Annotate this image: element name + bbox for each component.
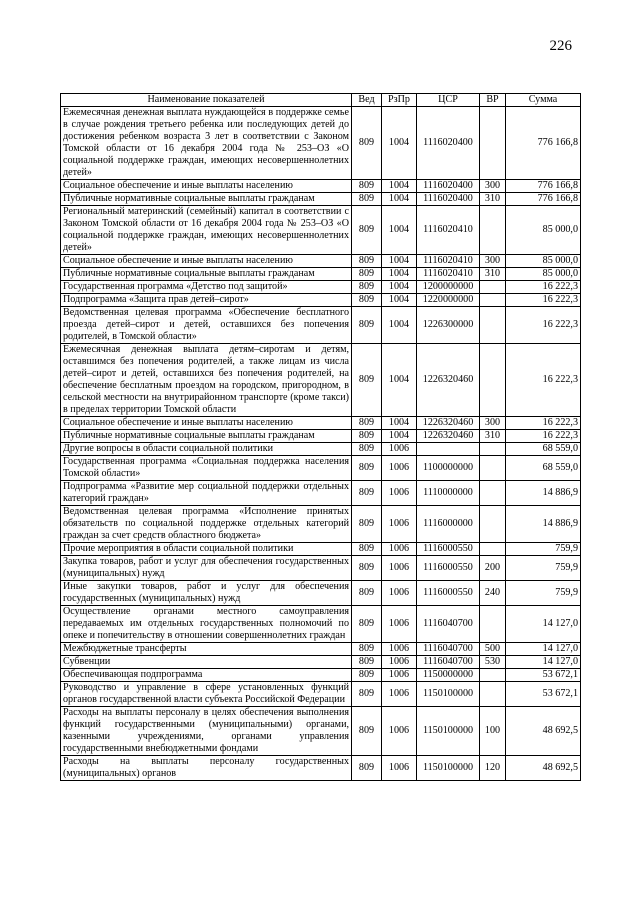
row-vr-cell: 120	[480, 756, 506, 781]
row-vr-cell: 240	[480, 581, 506, 606]
row-vr-cell: 200	[480, 556, 506, 581]
row-ved-cell: 809	[352, 543, 382, 556]
row-name-cell: Расходы на выплаты персоналу в целях обеспечения выполнения функций государственными (муниципальными) органами, казенными учреждениями, органами управления государственными внебюджетными фондами	[61, 707, 352, 756]
row-csr-cell: 1226320460	[417, 344, 480, 417]
row-sum-cell: 16 222,3	[506, 294, 581, 307]
row-vr-cell: 310	[480, 430, 506, 443]
row-rzpr-cell: 1004	[382, 281, 417, 294]
row-vr-cell: 310	[480, 193, 506, 206]
table-row	[61, 417, 581, 430]
row-sum-cell: 759,9	[506, 543, 581, 556]
row-ved-cell: 809	[352, 268, 382, 281]
row-csr-cell: 1116000550	[417, 543, 480, 556]
row-name-cell: Подпрограмма «Защита прав детей–сирот»	[61, 294, 352, 307]
row-rzpr-cell: 1004	[382, 180, 417, 193]
row-name-cell: Ведомственная целевая программа «Исполнение принятых обязательств по социальной поддержке отдельных категорий граждан за счет средств областного бюджета»	[61, 506, 352, 543]
row-rzpr-cell: 1004	[382, 294, 417, 307]
row-name-cell: Субвенции	[61, 656, 352, 669]
row-ved-cell: 809	[352, 682, 382, 707]
row-sum-cell: 16 222,3	[506, 344, 581, 417]
row-csr-cell: 1116000000	[417, 506, 480, 543]
row-sum-cell: 85 000,0	[506, 255, 581, 268]
table-row	[61, 456, 581, 481]
row-sum-cell: 759,9	[506, 581, 581, 606]
row-sum-cell: 48 692,5	[506, 756, 581, 781]
table-header-row	[61, 94, 581, 107]
row-ved-cell: 809	[352, 643, 382, 656]
row-ved-cell: 809	[352, 107, 382, 180]
row-ved-cell: 809	[352, 281, 382, 294]
row-csr-cell: 1116040700	[417, 656, 480, 669]
row-ved-cell: 809	[352, 456, 382, 481]
row-name-cell: Государственная программа «Детство под защитой»	[61, 281, 352, 294]
row-ved-cell: 809	[352, 481, 382, 506]
header-sum: Сумма	[506, 94, 581, 107]
budget-table	[60, 93, 581, 781]
row-sum-cell: 48 692,5	[506, 707, 581, 756]
row-ved-cell: 809	[352, 556, 382, 581]
row-ved-cell: 809	[352, 255, 382, 268]
row-csr-cell: 1226300000	[417, 307, 480, 344]
row-sum-cell: 14 886,9	[506, 506, 581, 543]
table-row	[61, 443, 581, 456]
table-row	[61, 344, 581, 417]
row-name-cell: Ежемесячная денежная выплата нуждающейся в поддержке семье в случае рождения третьего ребенка или последующих детей до достижения ребенком возраста 3 лет в соответствии с Законом Томской области от 16 декабря 2004 года № 253–ОЗ «О социальной поддержке граждан, имеющих несовершеннолетних детей»	[61, 107, 352, 180]
row-name-cell: Обеспечивающая подпрограмма	[61, 669, 352, 682]
row-csr-cell: 1116020400	[417, 180, 480, 193]
row-name-cell: Публичные нормативные социальные выплаты гражданам	[61, 193, 352, 206]
table-row	[61, 656, 581, 669]
row-rzpr-cell: 1004	[382, 430, 417, 443]
row-csr-cell: 1226320460	[417, 430, 480, 443]
row-ved-cell: 809	[352, 669, 382, 682]
row-vr-cell	[480, 669, 506, 682]
table-row	[61, 606, 581, 643]
row-ved-cell: 809	[352, 656, 382, 669]
row-rzpr-cell: 1006	[382, 643, 417, 656]
row-vr-cell	[480, 481, 506, 506]
row-name-cell: Государственная программа «Социальная поддержка населения Томской области»	[61, 456, 352, 481]
row-name-cell: Подпрограмма «Развитие мер социальной поддержки отдельных категорий граждан»	[61, 481, 352, 506]
row-ved-cell: 809	[352, 294, 382, 307]
row-rzpr-cell: 1006	[382, 606, 417, 643]
table-row	[61, 682, 581, 707]
row-csr-cell: 1116020410	[417, 255, 480, 268]
row-name-cell: Региональный материнский (семейный) капитал в соответствии с Законом Томской области от 16 декабря 2004 года № 253–ОЗ «О социальной поддержке граждан, имеющих несовершеннолетних детей»	[61, 206, 352, 255]
table-row	[61, 481, 581, 506]
row-vr-cell	[480, 206, 506, 255]
table-row	[61, 307, 581, 344]
row-csr-cell: 1220000000	[417, 294, 480, 307]
row-vr-cell	[480, 506, 506, 543]
row-vr-cell	[480, 107, 506, 180]
table-row	[61, 268, 581, 281]
row-rzpr-cell: 1004	[382, 417, 417, 430]
row-rzpr-cell: 1006	[382, 481, 417, 506]
row-rzpr-cell: 1004	[382, 268, 417, 281]
row-sum-cell: 68 559,0	[506, 456, 581, 481]
header-vr: ВР	[480, 94, 506, 107]
row-name-cell: Закупка товаров, работ и услуг для обеспечения государственных (муниципальных) нужд	[61, 556, 352, 581]
row-vr-cell	[480, 281, 506, 294]
table-row	[61, 581, 581, 606]
row-name-cell: Социальное обеспечение и иные выплаты населению	[61, 417, 352, 430]
row-rzpr-cell: 1004	[382, 255, 417, 268]
row-ved-cell: 809	[352, 417, 382, 430]
row-sum-cell: 776 166,8	[506, 107, 581, 180]
row-rzpr-cell: 1006	[382, 556, 417, 581]
row-csr-cell: 1116020410	[417, 206, 480, 255]
row-vr-cell: 500	[480, 643, 506, 656]
row-sum-cell: 85 000,0	[506, 268, 581, 281]
row-sum-cell: 16 222,3	[506, 430, 581, 443]
row-sum-cell: 16 222,3	[506, 307, 581, 344]
row-csr-cell: 1116040700	[417, 606, 480, 643]
row-rzpr-cell: 1006	[382, 443, 417, 456]
row-sum-cell: 14 127,0	[506, 643, 581, 656]
row-ved-cell: 809	[352, 307, 382, 344]
table-row	[61, 643, 581, 656]
row-rzpr-cell: 1004	[382, 206, 417, 255]
row-ved-cell: 809	[352, 180, 382, 193]
row-name-cell: Другие вопросы в области социальной политики	[61, 443, 352, 456]
row-name-cell: Социальное обеспечение и иные выплаты населению	[61, 180, 352, 193]
table-row	[61, 281, 581, 294]
row-sum-cell: 759,9	[506, 556, 581, 581]
row-sum-cell: 53 672,1	[506, 669, 581, 682]
row-csr-cell: 1150100000	[417, 682, 480, 707]
row-rzpr-cell: 1006	[382, 506, 417, 543]
row-rzpr-cell: 1006	[382, 656, 417, 669]
row-vr-cell	[480, 682, 506, 707]
row-csr-cell: 1116020400	[417, 107, 480, 180]
row-sum-cell: 16 222,3	[506, 417, 581, 430]
row-rzpr-cell: 1004	[382, 344, 417, 417]
row-ved-cell: 809	[352, 506, 382, 543]
row-rzpr-cell: 1006	[382, 682, 417, 707]
row-csr-cell: 1116000550	[417, 556, 480, 581]
row-rzpr-cell: 1004	[382, 307, 417, 344]
row-vr-cell	[480, 606, 506, 643]
row-sum-cell: 14 886,9	[506, 481, 581, 506]
table-row	[61, 669, 581, 682]
row-csr-cell: 1100000000	[417, 456, 480, 481]
row-name-cell: Осуществление органами местного самоуправления передаваемых им отдельных государственных полномочий по опеке и попечительству в отношении совершеннолетних граждан	[61, 606, 352, 643]
row-vr-cell	[480, 543, 506, 556]
row-vr-cell	[480, 443, 506, 456]
row-csr-cell	[417, 443, 480, 456]
row-rzpr-cell: 1006	[382, 456, 417, 481]
row-vr-cell	[480, 456, 506, 481]
row-name-cell: Социальное обеспечение и иные выплаты населению	[61, 255, 352, 268]
row-name-cell: Межбюджетные трансферты	[61, 643, 352, 656]
header-rzpr: РзПр	[382, 94, 417, 107]
row-ved-cell: 809	[352, 430, 382, 443]
row-vr-cell: 300	[480, 255, 506, 268]
row-sum-cell: 776 166,8	[506, 193, 581, 206]
table-row	[61, 543, 581, 556]
row-vr-cell: 530	[480, 656, 506, 669]
table-row	[61, 756, 581, 781]
row-csr-cell: 1226320460	[417, 417, 480, 430]
row-csr-cell: 1200000000	[417, 281, 480, 294]
row-vr-cell	[480, 344, 506, 417]
table-row	[61, 294, 581, 307]
row-name-cell: Ведомственная целевая программа «Обеспечение бесплатного проезда детей–сирот и детей, оставшихся без попечения родителей, в Томской области»	[61, 307, 352, 344]
row-csr-cell: 1150100000	[417, 707, 480, 756]
row-sum-cell: 16 222,3	[506, 281, 581, 294]
row-sum-cell: 14 127,0	[506, 656, 581, 669]
table-row	[61, 556, 581, 581]
row-sum-cell: 68 559,0	[506, 443, 581, 456]
row-rzpr-cell: 1006	[382, 707, 417, 756]
row-vr-cell: 300	[480, 417, 506, 430]
table-row	[61, 206, 581, 255]
row-ved-cell: 809	[352, 206, 382, 255]
row-rzpr-cell: 1006	[382, 756, 417, 781]
table-row	[61, 707, 581, 756]
table-row	[61, 193, 581, 206]
row-vr-cell	[480, 307, 506, 344]
row-csr-cell: 1116020410	[417, 268, 480, 281]
row-ved-cell: 809	[352, 344, 382, 417]
row-rzpr-cell: 1006	[382, 581, 417, 606]
row-sum-cell: 85 000,0	[506, 206, 581, 255]
row-csr-cell: 1110000000	[417, 481, 480, 506]
row-sum-cell: 53 672,1	[506, 682, 581, 707]
table-row	[61, 506, 581, 543]
header-name: Наименование показателей	[61, 94, 352, 107]
row-ved-cell: 809	[352, 756, 382, 781]
row-name-cell: Прочие мероприятия в области социальной политики	[61, 543, 352, 556]
row-rzpr-cell: 1004	[382, 107, 417, 180]
row-ved-cell: 809	[352, 606, 382, 643]
row-name-cell: Ежемесячная денежная выплата детям–сиротам и детям, оставшимся без попечения родителей, а также лицам из числа детей–сирот и детей, оставшихся без попечения родителей, на обеспечение бесплатным проездом на городском, пригородном, в сельской местности на внутрирайонном транспорте (кроме такси) в пределах территории Томской области	[61, 344, 352, 417]
row-ved-cell: 809	[352, 193, 382, 206]
table-row	[61, 430, 581, 443]
row-ved-cell: 809	[352, 581, 382, 606]
row-rzpr-cell: 1004	[382, 193, 417, 206]
row-vr-cell: 310	[480, 268, 506, 281]
header-csr: ЦСР	[417, 94, 480, 107]
row-csr-cell: 1150100000	[417, 756, 480, 781]
row-csr-cell: 1116000550	[417, 581, 480, 606]
row-rzpr-cell: 1006	[382, 669, 417, 682]
table-row	[61, 255, 581, 268]
row-csr-cell: 1150000000	[417, 669, 480, 682]
row-name-cell: Иные закупки товаров, работ и услуг для обеспечения государственных (муниципальных) нужд	[61, 581, 352, 606]
row-ved-cell: 809	[352, 707, 382, 756]
row-name-cell: Расходы на выплаты персоналу государственных (муниципальных) органов	[61, 756, 352, 781]
table-row	[61, 180, 581, 193]
row-name-cell: Публичные нормативные социальные выплаты гражданам	[61, 268, 352, 281]
row-csr-cell: 1116040700	[417, 643, 480, 656]
row-sum-cell: 14 127,0	[506, 606, 581, 643]
row-name-cell: Публичные нормативные социальные выплаты гражданам	[61, 430, 352, 443]
row-vr-cell: 100	[480, 707, 506, 756]
row-name-cell: Руководство и управление в сфере установленных функций органов государственной власти субъекта Российской Федерации	[61, 682, 352, 707]
row-ved-cell: 809	[352, 443, 382, 456]
table-row	[61, 107, 581, 180]
row-vr-cell: 300	[480, 180, 506, 193]
row-vr-cell	[480, 294, 506, 307]
row-rzpr-cell: 1006	[382, 543, 417, 556]
header-ved: Вед	[352, 94, 382, 107]
row-sum-cell: 776 166,8	[506, 180, 581, 193]
page-number: 226	[549, 38, 572, 54]
row-csr-cell: 1116020400	[417, 193, 480, 206]
